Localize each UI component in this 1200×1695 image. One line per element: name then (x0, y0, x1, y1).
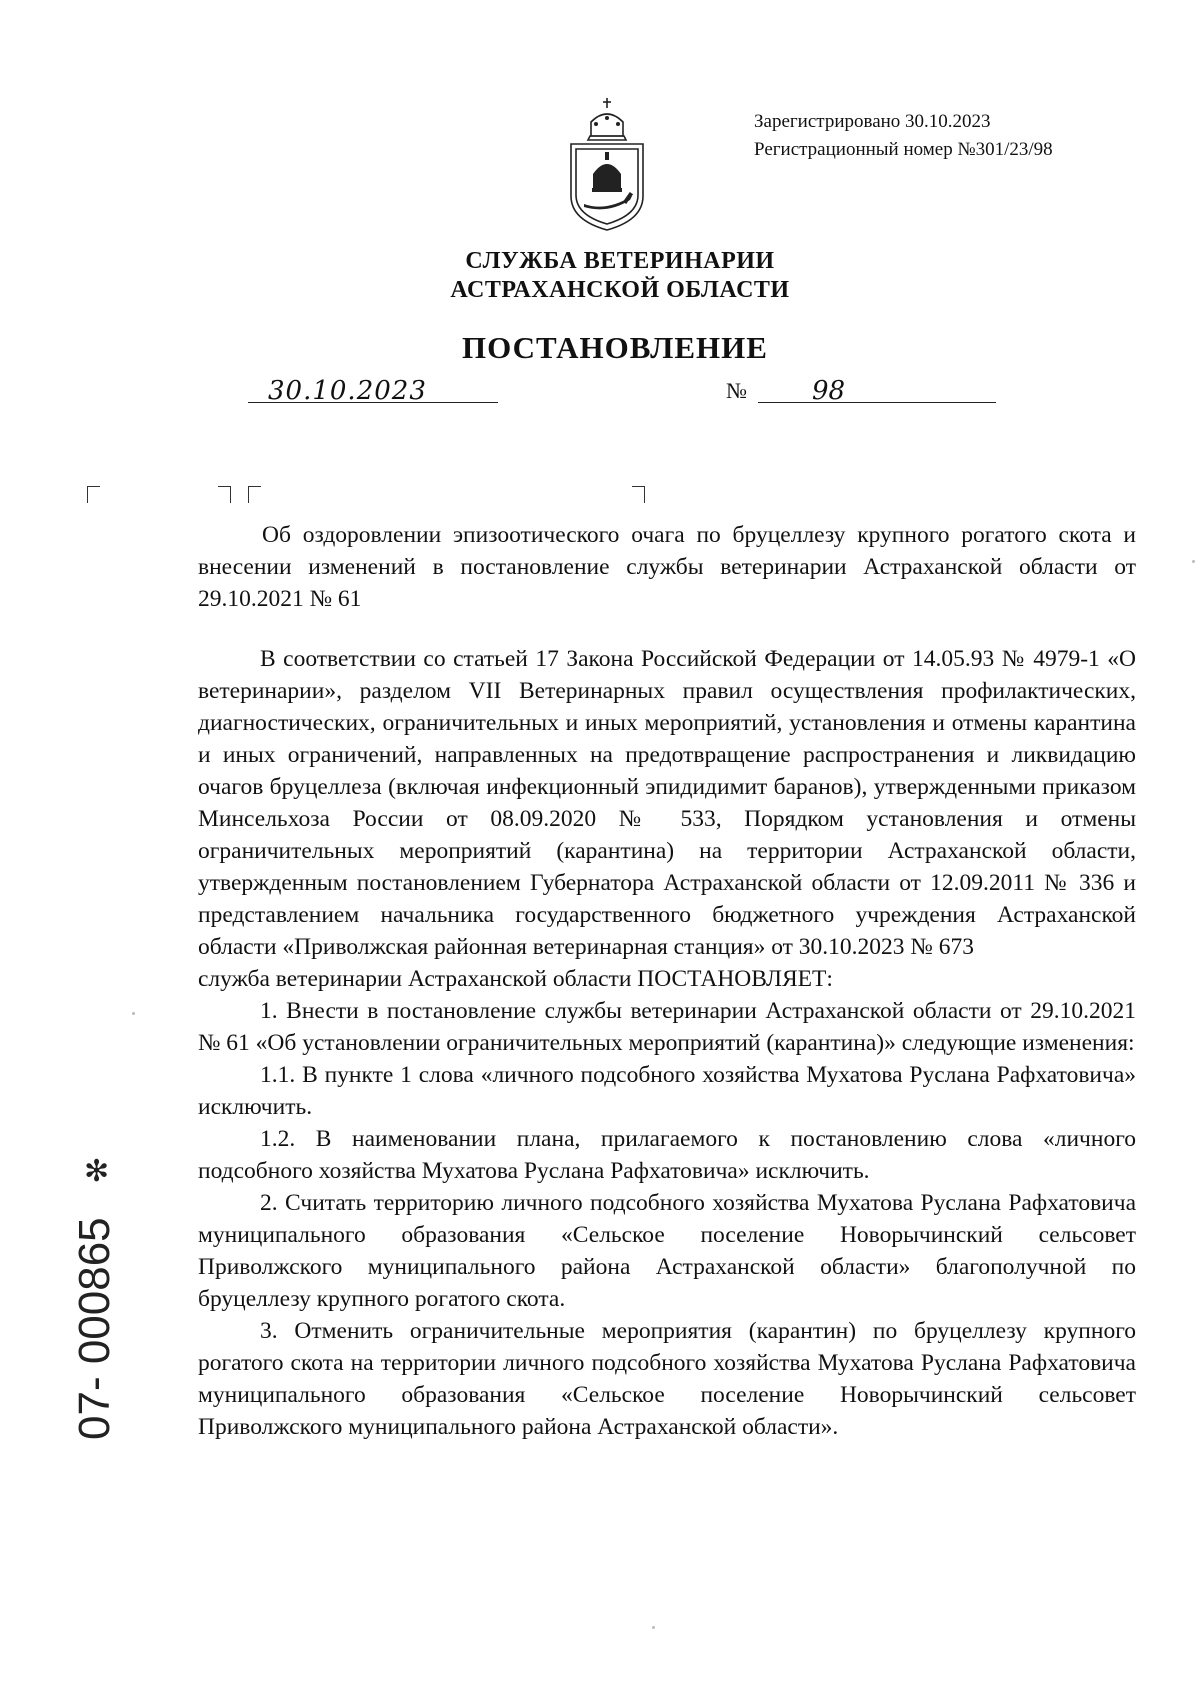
corner-mark-left-start (87, 486, 100, 503)
handwritten-date: 30.10.2023 (268, 376, 427, 406)
asterisk-mark: ✻ (84, 1154, 110, 1189)
scan-speck (652, 1626, 655, 1629)
corner-mark-right-start (248, 486, 261, 503)
registration-number: Регистрационный номер №301/23/98 (754, 139, 1053, 160)
organization-name-line2: АСТРАХАНСКОЙ ОБЛАСТИ (450, 277, 790, 303)
scan-speck (1192, 560, 1195, 563)
scan-speck (132, 1012, 135, 1015)
document-body (198, 643, 1136, 1443)
coat-of-arms-icon (566, 92, 648, 234)
handwritten-number: 98 (812, 376, 846, 406)
registration-date: Зарегистрировано 30.10.2023 (754, 111, 991, 132)
corner-mark-right-end (632, 486, 645, 503)
item-1-2: 1.2. В наименовании плана, прилагаемого к постановлению слова «личного подсобного хозяйства Мухатова Руслана Рафхатовича» исключить. (198, 1126, 1136, 1184)
document-type-title: ПОСТАНОВЛЕНИЕ (462, 330, 768, 365)
preamble-paragraph: В соответствии со статьей 17 Закона Российской Федерации от 14.05.93 № 4979-1 «О ветеринарии», разделом VII Ветеринарных правил осуществления профилактических, диагностических, ограничительных и иных мероприятий, установления и отмены карантина и иных ограничений, направленных на предотвращение распространения и ликвидацию очагов бруцеллеза (включая инфекционный эпидидимит баранов), утвержденными приказом Минсельхоза России от 08.09.2020 № 533, Порядком установления и отмены ограничительных мероприятий (карантина) на территории Астраханской области, утвержденным постановлением Губернатора Астраханской области от 12.09.2011 № 336 и представлением начальника государственного бюджетного учреждения Астраханской области «Приволжская районная ветеринарная станция» от 30.10.2023 № 673 (198, 646, 1136, 960)
resolution-clause: служба ветеринарии Астраханской области ПОСТАНОВЛЯЕТ: (198, 966, 833, 992)
item-2: 2. Считать территорию личного подсобного хозяйства Мухатова Руслана Рафхатовича муниципального образования «Сельское поселение Новорычинский сельсовет Приволжского муниципального района Астраханской области» благополучной по бруцеллезу крупного рогатого скота. (198, 1190, 1136, 1312)
number-underline (758, 372, 996, 403)
item-1: 1. Внести в постановление службы ветеринарии Астраханской области от 29.10.2021 № 61 «Об установлении ограничительных мероприятий (карантина)» следующие изменения: (198, 998, 1136, 1056)
item-3: 3. Отменить ограничительные мероприятия (карантин) по бруцеллезу крупного рогатого скота на территории личного подсобного хозяйства Мухатова Руслана Рафхатовича муниципального образования «Сельское поселение Новорычинский сельсовет Приволжского муниципального района Астраханской области». (198, 1318, 1136, 1440)
document-subject: Об оздоровлении эпизоотического очага по бруцеллезу крупного рогатого скота и внесении изменений в постановление службы ветеринарии Астраханской области от 29.10.2021 № 61 (198, 522, 1136, 612)
corner-mark-left-end (218, 486, 231, 503)
number-sign: № (726, 378, 747, 403)
organization-name-line1: СЛУЖБА ВЕТЕРИНАРИИ (465, 248, 775, 274)
item-1-1: 1.1. В пункте 1 слова «личного подсобного хозяйства Мухатова Руслана Рафхатовича» исключить. (198, 1062, 1136, 1120)
